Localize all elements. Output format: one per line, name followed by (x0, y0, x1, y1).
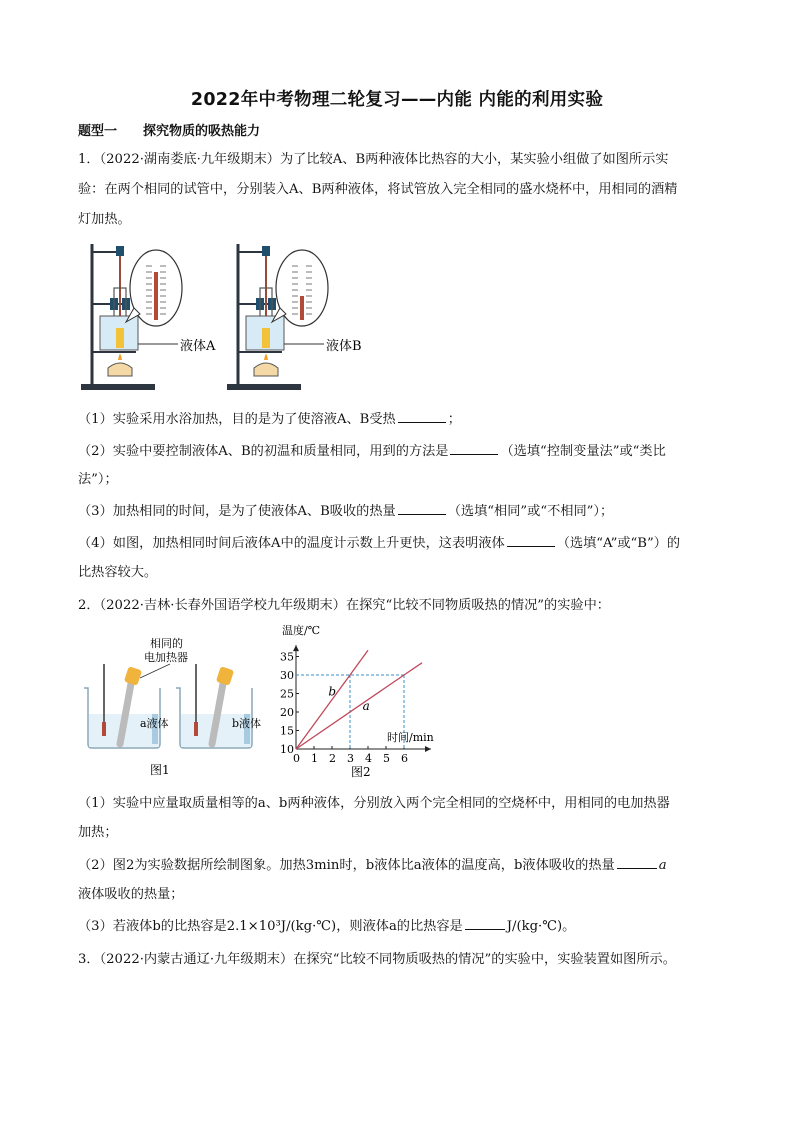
q2-part3-unit: J/(kg·℃)。 (506, 919, 576, 934)
q2-part1: （1）实验中应量取质量相等的a、b两种液体，分别放入两个完全相同的空烧杯中，用相同的电加热器 (78, 796, 670, 811)
section-name: 探究物质的吸热能力 (143, 124, 261, 139)
q1-part4-cont: 比热容较大。 (78, 565, 158, 580)
x-axis-arrow (425, 746, 431, 752)
x-tick-label: 2 (329, 752, 336, 765)
x-tick-label: 5 (383, 752, 390, 765)
x-tick-label: 6 (401, 752, 408, 765)
q1-part2-options: （选填“控制变量法”或“类比 (500, 444, 666, 459)
figure1-caption: 图1 (150, 763, 170, 777)
series-label-a: a (362, 699, 370, 714)
y-tick-label: 35 (280, 650, 294, 664)
q3-stem: 3．（2022·内蒙古通辽·九年级期末）在探究“比较不同物质吸热的情况”的实验中，实验装置如图所示。 (78, 952, 676, 967)
beaker-b (176, 664, 261, 748)
y-tick-label: 20 (280, 706, 294, 719)
q2-part3-text: （3）若液体b的比热容是2.1×10³J/(kg·℃)，则液体a的比热容是 (78, 919, 463, 934)
q1-part4-options: （选填“A”或“B”）的 (556, 536, 681, 551)
answer-blank[interactable] (450, 442, 498, 455)
q2-part3 (78, 915, 718, 934)
q1-stem-line3: 灯加热。 (78, 212, 131, 227)
y-tick-label: 15 (280, 724, 294, 738)
page-title: 2022年中考物理二轮复习——内能 内能的利用实验 (190, 90, 604, 110)
q1-part1 (78, 408, 718, 427)
q2-figure1 (78, 634, 264, 780)
x-tick-label: 0 (293, 752, 300, 765)
x-tick-label: 3 (347, 752, 354, 765)
q1-part2-cont: 法”）； (78, 472, 118, 487)
answer-blank[interactable] (398, 502, 446, 515)
y-tick-label: 25 (280, 687, 294, 701)
q1-apparatus-figure (78, 236, 378, 394)
apparatus-a (81, 244, 216, 390)
label-liquid-a: a液体 (140, 717, 169, 730)
label-liquid-a: 液体A (180, 339, 216, 354)
label-liquid-b: b液体 (232, 717, 262, 730)
q1-part2 (78, 440, 718, 459)
q1-part3-options: （选填“相同”或“不相同”）； (447, 504, 614, 519)
q2-part2-text: （2）图2为实验数据所绘制图象。加热3min时，b液体比a液体的温度高，b液体吸收的热量 (78, 858, 615, 873)
beaker-a (84, 664, 169, 748)
q1-part3-text: （3）加热相同的时间，是为了使液体A、B吸收的热量 (78, 504, 396, 519)
figure2-caption: 图2 (351, 765, 371, 779)
q2-part2-cont: 液体吸收的热量； (78, 887, 184, 902)
x-tick-label: 4 (365, 752, 372, 765)
q1-part4 (78, 532, 718, 551)
q1-stem-line1: 1．（2022·湖南娄底·九年级期末）为了比较A、B两种液体比热容的大小，某实验小组做了如图所示实 (78, 152, 669, 167)
q2-part1-cont: 加热； (78, 825, 118, 840)
q2-stem: 2．（2022·吉林·长春外国语学校九年级期末）在探究“比较不同物质吸热的情况”的实验中： (78, 598, 610, 613)
answer-blank[interactable] (465, 917, 505, 930)
series-line-b (296, 650, 368, 749)
label-liquid-b: 液体B (326, 339, 362, 354)
apparatus-b (227, 244, 362, 390)
x-tick-label: 1 (311, 752, 318, 765)
q2-part2 (78, 854, 718, 873)
q2-figure2-chart (270, 618, 480, 782)
y-tick-label: 10 (280, 743, 294, 756)
heater-label-line2: 电加热器 (144, 651, 188, 664)
q1-part1-text: （1）实验采用水浴加热，目的是为了使溶液A、B受热 (78, 412, 396, 427)
answer-blank[interactable] (617, 856, 657, 869)
q1-part2-text: （2）实验中要控制液体A、B的初温和质量相同，用到的方法是 (78, 444, 449, 459)
y-axis-title: 温度/℃ (282, 624, 321, 637)
heater-label-line1: 相同的 (150, 637, 183, 650)
answer-blank[interactable] (398, 410, 446, 423)
series-label-b: b (328, 684, 337, 699)
answer-blank[interactable] (507, 534, 555, 547)
section-tag: 题型一 (78, 124, 118, 139)
q1-part3 (78, 500, 718, 519)
x-axis-title: 时间/min (387, 731, 434, 744)
q1-part4-text: （4）如图，加热相同时间后液体A中的温度计示数上升更快，这表明液体 (78, 536, 505, 551)
q1-stem-line2: 验：在两个相同的试管中，分别装入A、B两种液体，将试管放入完全相同的盛水烧杯中，用相同的酒精 (78, 182, 678, 197)
q2-part2-a: a (658, 858, 667, 873)
y-tick-label: 30 (280, 669, 294, 682)
section-heading (78, 120, 286, 139)
q1-part1-end: ； (447, 412, 461, 427)
